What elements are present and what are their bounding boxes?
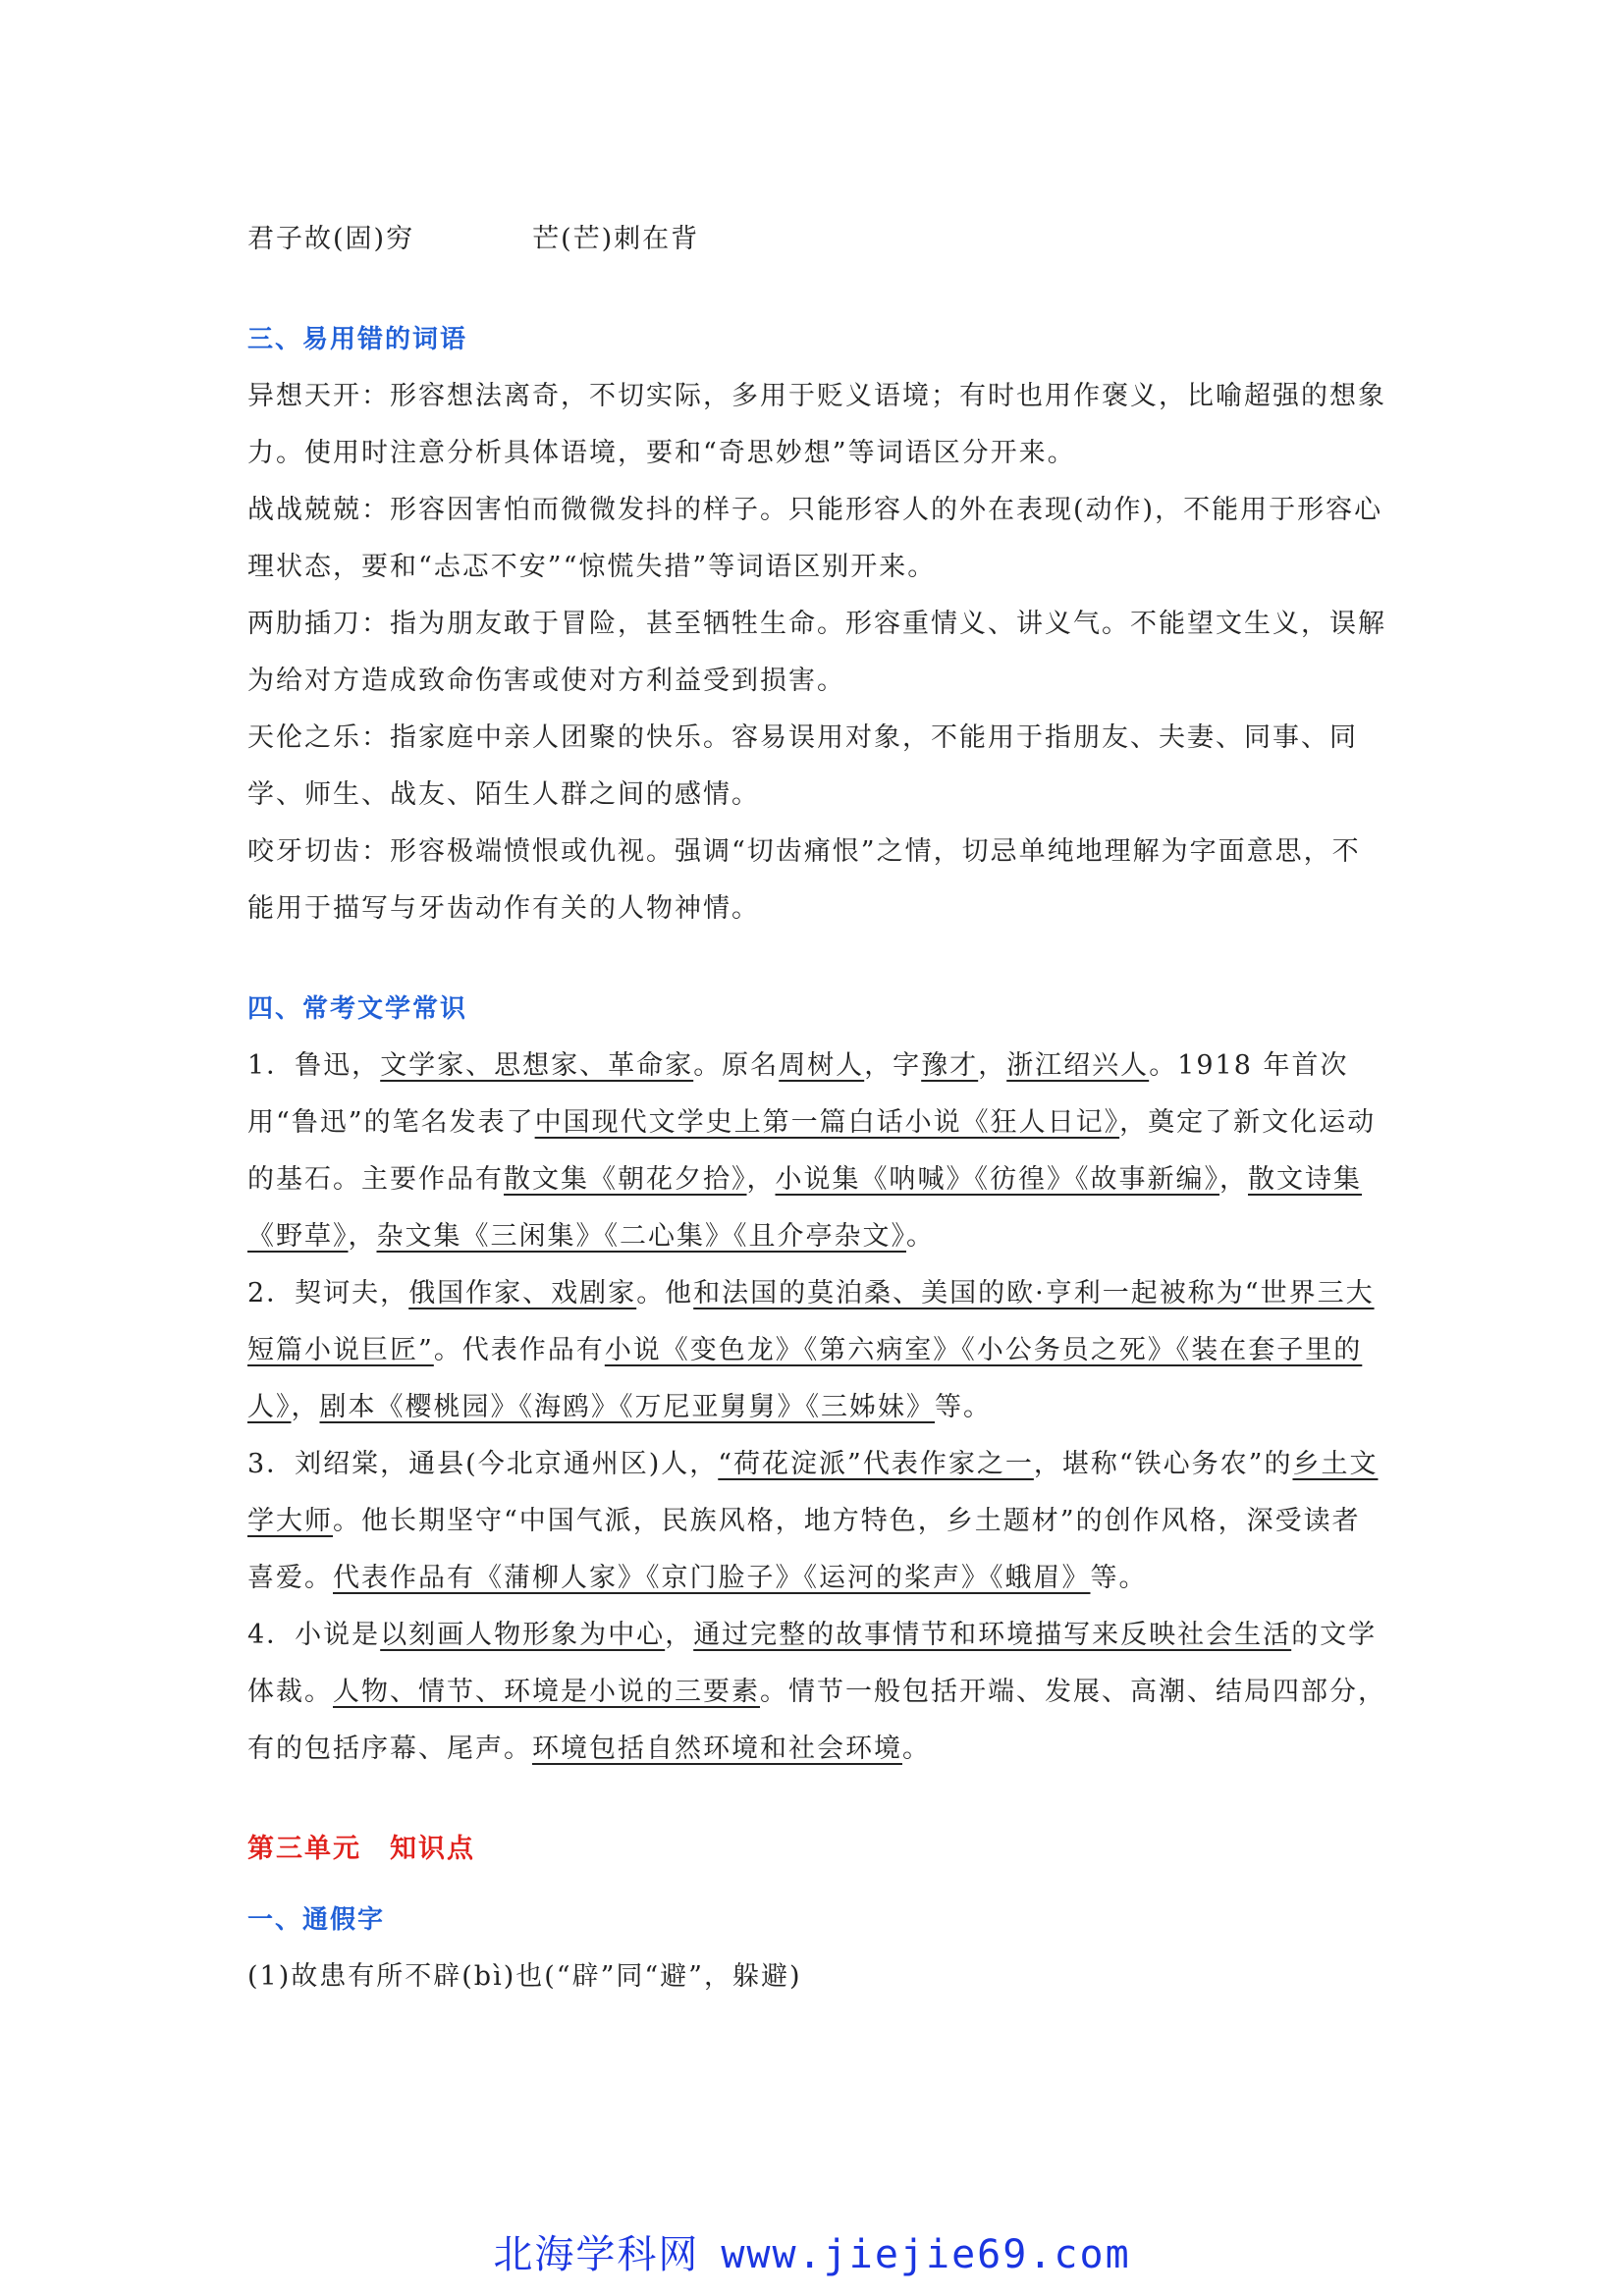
text: ，字 bbox=[864, 1050, 922, 1081]
text: ， bbox=[665, 1620, 694, 1650]
paragraph-misused-word: 异想天开：形容想法离奇，不切实际，多用于贬义语境；有时也用作褒义，比喻超强的想象力。使用时注意分析具体语境，要和“奇思妙想”等词语区分开来。 bbox=[247, 381, 1386, 468]
paragraph-novel-definition bbox=[247, 1607, 1386, 1778]
text: 。情节一般包括开端、发展、高潮、结局四部分，有的包括序幕、尾声。 bbox=[247, 1677, 1386, 1764]
underlined-text: 小说集《呐喊》《彷徨》《故事新编》 bbox=[775, 1164, 1219, 1195]
paragraph-luxun bbox=[247, 1038, 1386, 1265]
phrase-left: 君子故(固)穷 bbox=[247, 224, 415, 254]
text: 。他长期坚守“中国气派，民族风格，地方特色，乡土题材”的创作风格，深受读者喜爱。 bbox=[247, 1506, 1361, 1593]
underlined-text: 散文诗集《野草》 bbox=[247, 1164, 1362, 1252]
unit-heading: 第三单元 知识点 bbox=[247, 1834, 475, 1864]
paragraph-tongjiazi-item: (1)故患有所不辟(bì)也(“辟”同“避”，躲避) bbox=[247, 1961, 802, 1992]
underlined-text: 乡土文学大师 bbox=[247, 1449, 1379, 1536]
text: ，堪称“铁心务农”的 bbox=[1033, 1449, 1293, 1479]
footer-site-name: 北海学科网 bbox=[493, 2232, 700, 2277]
text: 的文学体裁。 bbox=[247, 1620, 1378, 1707]
text: 4．小说是 bbox=[247, 1620, 381, 1650]
text: 。原名 bbox=[693, 1050, 780, 1081]
phrase-right: 芒(芒)刺在背 bbox=[532, 224, 700, 254]
underlined-text: 中国现代文学史上第一篇白话小说《狂人日记》 bbox=[534, 1107, 1120, 1138]
underlined-text: 杂文集《三闲集》《二心集》《且介亭杂文》 bbox=[376, 1221, 906, 1252]
text: ， bbox=[746, 1164, 776, 1195]
underlined-text: 和法国的莫泊桑、美国的欧·亨利一起被称为“世界三大短篇小说巨匠” bbox=[247, 1278, 1375, 1365]
text: ， bbox=[291, 1392, 320, 1422]
underlined-text: 俄国作家、戏剧家 bbox=[408, 1278, 637, 1308]
paragraph-chekhov bbox=[247, 1265, 1386, 1436]
text: ， bbox=[348, 1221, 377, 1252]
text: ， bbox=[978, 1050, 1007, 1081]
underlined-text: 文学家、思想家、革命家 bbox=[380, 1050, 694, 1081]
text: 3．刘绍棠，通县(今北京通州区)人， bbox=[247, 1449, 719, 1479]
paragraph-misused-word: 两肋插刀：指为朋友敢于冒险，甚至牺牲生命。形容重情义、讲义气。不能望文生义，误解为给对方造成致命伤害或使对方利益受到损害。 bbox=[247, 609, 1386, 696]
section-heading-tongjiazi: 一、通假字 bbox=[247, 1905, 386, 1935]
document-page bbox=[247, 211, 1386, 2005]
text: 。1918 年首次用“鲁迅”的笔名发表了 bbox=[247, 1050, 1349, 1138]
text: ， bbox=[1219, 1164, 1248, 1195]
underlined-text: 豫才 bbox=[921, 1050, 979, 1081]
text: 。 bbox=[906, 1221, 935, 1252]
text: 等。 bbox=[1090, 1563, 1148, 1593]
text: 。 bbox=[902, 1734, 931, 1764]
text: 2．契诃夫， bbox=[247, 1278, 409, 1308]
underlined-text: 人物、情节、环境是小说的三要素 bbox=[333, 1677, 760, 1707]
text: 。他 bbox=[636, 1278, 694, 1308]
paragraph-liu-shaotang bbox=[247, 1436, 1386, 1607]
underlined-text: 以刻画人物形象为中心 bbox=[380, 1620, 666, 1650]
classical-phrase-line bbox=[247, 211, 1386, 268]
footer-url: www.jiejie69.com bbox=[721, 2232, 1131, 2277]
underlined-text: 散文集《朝花夕拾》 bbox=[504, 1164, 747, 1195]
paragraph-misused-word: 咬牙切齿：形容极端愤恨或仇视。强调“切齿痛恨”之情，切忌单纯地理解为字面意思，不能用于描写与牙齿动作有关的人物神情。 bbox=[247, 836, 1361, 924]
text: 等。 bbox=[935, 1392, 992, 1422]
section-heading-literary-knowledge: 四、常考文学常识 bbox=[247, 994, 468, 1024]
underlined-text: 小说《变色龙》《第六病室》《小公务员之死》《装在套子里的人》 bbox=[247, 1335, 1363, 1422]
paragraph-misused-word: 战战兢兢：形容因害怕而微微发抖的样子。只能形容人的外在表现(动作)，不能用于形容心理状态，要和“忐忑不安”“惊慌失措”等词语区别开来。 bbox=[247, 495, 1383, 582]
underlined-text: 通过完整的故事情节和环境描写来反映社会生活 bbox=[693, 1620, 1292, 1650]
section-heading-misused-words: 三、易用错的词语 bbox=[247, 325, 468, 354]
underlined-text: 周树人 bbox=[779, 1050, 865, 1081]
footer-watermark bbox=[0, 2223, 1624, 2279]
underlined-text: 剧本《樱桃园》《海鸥》《万尼亚舅舅》《三姊妹》 bbox=[319, 1392, 935, 1422]
underlined-text: 代表作品有《蒲柳人家》《京门脸子》《运河的桨声》《蛾眉》 bbox=[333, 1563, 1091, 1593]
text: 1．鲁迅， bbox=[247, 1050, 381, 1081]
text: ，奠定了新文化运动的基石。主要作品有 bbox=[247, 1107, 1377, 1195]
paragraph-misused-word: 天伦之乐：指家庭中亲人团聚的快乐。容易误用对象，不能用于指朋友、夫妻、同事、同学、师生、战友、陌生人群之间的感情。 bbox=[247, 722, 1358, 810]
underlined-text: 环境包括自然环境和社会环境 bbox=[532, 1734, 902, 1764]
text: 。代表作品有 bbox=[433, 1335, 605, 1365]
underlined-text: “荷花淀派”代表作家之一 bbox=[718, 1449, 1034, 1479]
underlined-text: 浙江绍兴人 bbox=[1006, 1050, 1150, 1081]
